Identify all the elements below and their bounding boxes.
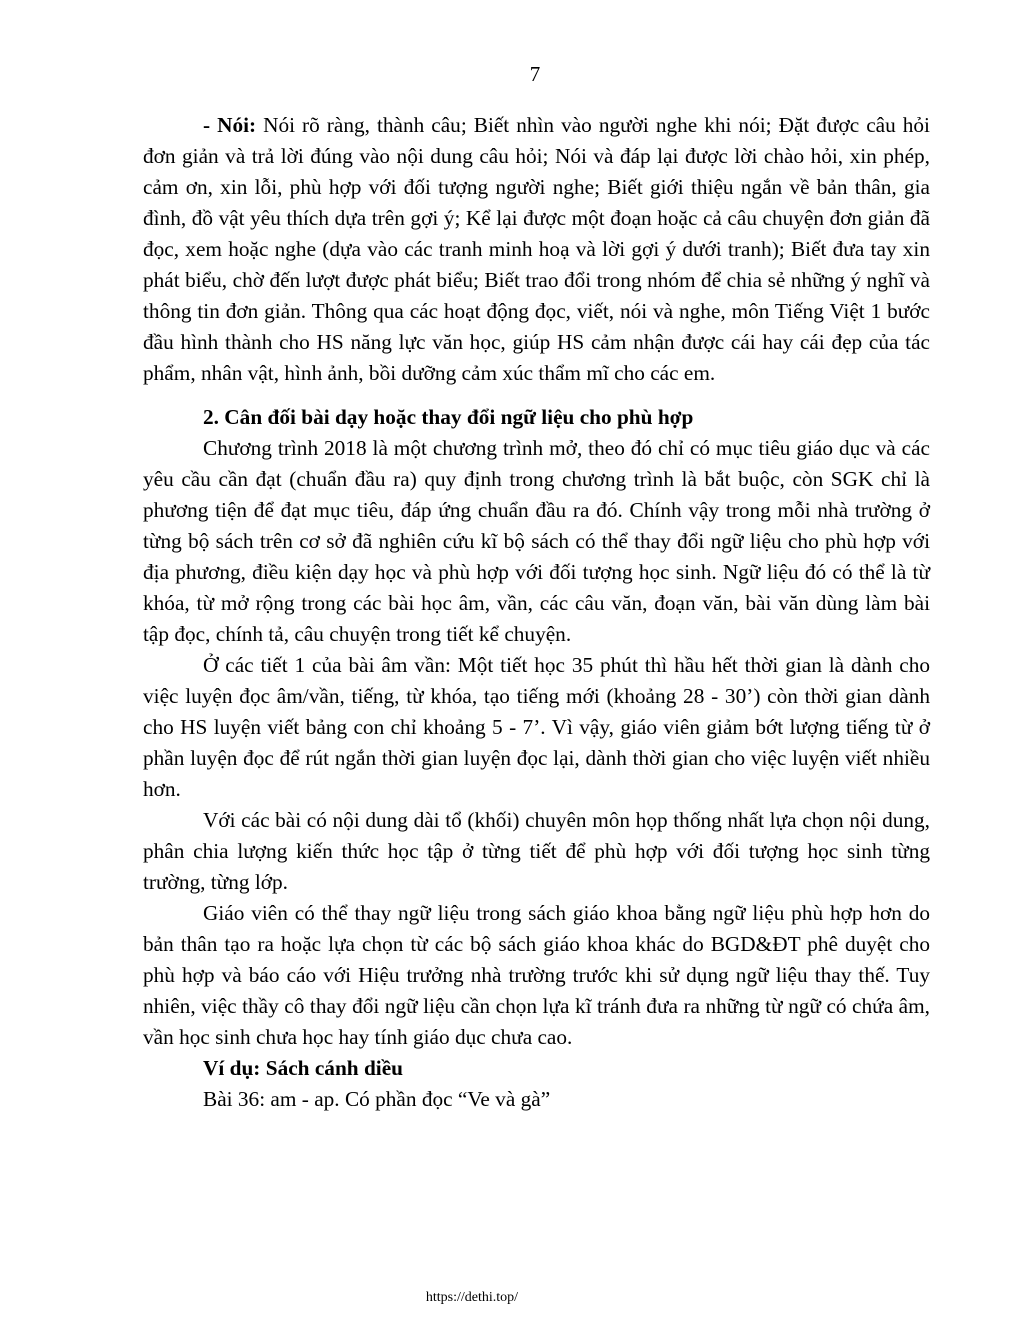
- speak-paragraph: [143, 110, 930, 389]
- section-2-paragraph-4: Giáo viên có thể thay ngữ liệu trong sách giáo khoa bằng ngữ liệu phù hợp hơn do bản thân tạo ra hoặc lựa chọn từ các bộ sách giáo khoa khác do BGD&ĐT phê duyệt cho phù hợp và báo cáo với Hiệu trưởng nhà trường trước khi sử dụng ngữ liệu thay thế. Tuy nhiên, việc thầy cô thay đổi ngữ liệu cần chọn lựa kĩ tránh đưa ra những từ ngữ có chứa âm, vần học sinh chưa học hay tính giáo dục chưa cao.: [143, 901, 930, 1049]
- speak-label: - Nói:: [203, 113, 257, 137]
- page-number: 7: [529, 62, 541, 86]
- section-2-paragraph-2: Ở các tiết 1 của bài âm vần: Một tiết học 35 phút thì hầu hết thời gian là dành cho việc luyện đọc âm/vần, tiếng, từ khóa, tạo tiếng mới (khoảng 28 - 30’) còn thời gian dành cho HS luyện viết bảng con chỉ khoảng 5 - 7’. Vì vậy, giáo viên giảm bớt lượng tiếng từ ở phần luyện đọc để rút ngắn thời gian luyện đọc lại, dành thời gian cho việc luyện viết nhiều hơn.: [143, 653, 930, 801]
- footer-url[interactable]: https://dethi.top/: [425, 1290, 519, 1305]
- example-heading: Ví dụ: Sách cánh diều: [203, 1056, 404, 1080]
- section-2-paragraph-1: Chương trình 2018 là một chương trình mở, theo đó chỉ có mục tiêu giáo dục và các yêu cầu cần đạt (chuẩn đầu ra) quy định trong chương trình là bắt buộc, còn SGK chỉ là phương tiện để đạt mục tiêu, đáp ứng chuẩn đầu ra đó. Chính vậy trong mỗi nhà trường ở từng bộ sách trên cơ sở đã nghiên cứu kĩ bộ sách có thể thay đổi ngữ liệu cho phù hợp với địa phương, điều kiện dạy học và phù hợp với đối tượng học sinh. Ngữ liệu đó có thể là từ khóa, từ mở rộng trong các bài học âm, vần, các câu văn, đoạn văn, bài văn dùng làm bài tập đọc, chính tả, câu chuyện trong tiết kể chuyện.: [143, 436, 930, 646]
- speak-text: Nói rõ ràng, thành câu; Biết nhìn vào người nghe khi nói; Đặt được câu hỏi đơn giản và trả lời đúng vào nội dung câu hỏi; Nói và đáp lại được lời chào hỏi, xin phép, cảm ơn, xin lỗi, phù hợp với đối tượng người nghe; Biết giới thiệu ngắn về bản thân, gia đình, đồ vật yêu thích dựa trên gợi ý; Kể lại được một đoạn hoặc cả câu chuyện đơn giản đã đọc, xem hoặc nghe (dựa vào các tranh minh hoạ và lời gợi ý dưới tranh); Biết đưa tay xin phát biểu, chờ đến lượt được phát biểu; Biết trao đổi trong nhóm để chia sẻ những ý nghĩ và thông tin đơn giản. Thông qua các hoạt động đọc, viết, nói và nghe, môn Tiếng Việt 1 bước đầu hình thành cho HS năng lực văn học, giúp HS cảm nhận được cái hay cái đẹp của tác phẩm, nhân vật, hình ảnh, bồi dưỡng cảm xúc thẩm mĩ cho các em.: [143, 113, 930, 385]
- example-line: Bài 36: am - ap. Có phần đọc “Ve và gà”: [203, 1087, 551, 1111]
- document-body: [143, 110, 930, 1115]
- section-2-paragraph-3: Với các bài có nội dung dài tổ (khối) chuyên môn họp thống nhất lựa chọn nội dung, phân chia lượng kiến thức học tập ở từng tiết để phù hợp với đối tượng học sinh từng trường, từng lớp.: [143, 808, 930, 894]
- section-2-heading: 2. Cân đối bài dạy hoặc thay đổi ngữ liệu cho phù hợp: [203, 405, 694, 429]
